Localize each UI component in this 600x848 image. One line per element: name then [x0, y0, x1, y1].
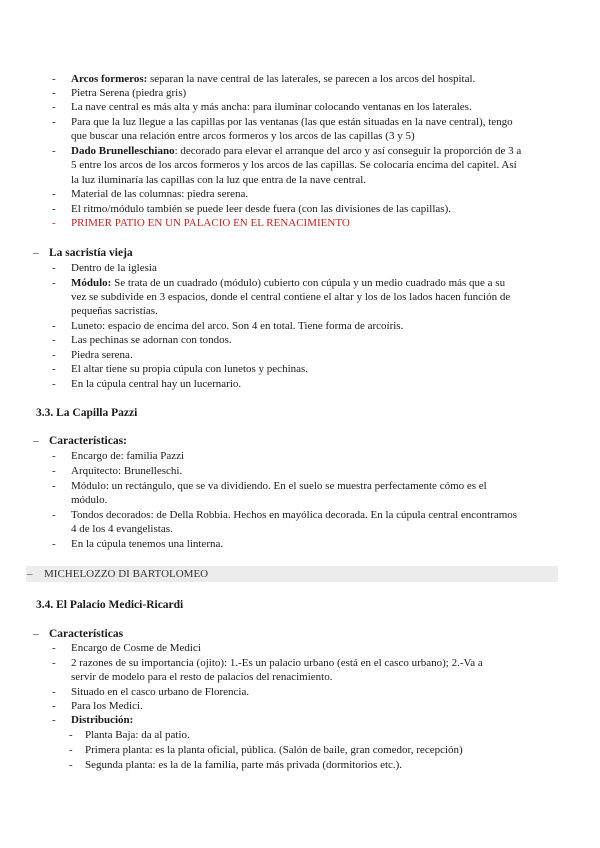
section-heading: 3.3. La Capilla Pazzi — [36, 407, 138, 419]
list-item: Encargo de: familia Pazzi — [71, 450, 185, 462]
list-bullet: - — [69, 744, 73, 756]
list-bullet: - — [52, 262, 56, 274]
list-bullet: - — [52, 450, 56, 462]
list-item: Para los Medici. — [71, 700, 143, 712]
list-item: Pietra Serena (piedra gris) — [71, 87, 187, 99]
list-item: En la cúpula central hay un lucernario. — [71, 378, 242, 390]
list-bullet: – — [33, 628, 39, 640]
list-item: Para que la luz llegue a las capillas por las ventanas (las que están situadas en la nave central), tengo — [71, 116, 513, 128]
list-item: Las pechinas se adornan con tondos. — [71, 334, 232, 346]
list-item-cont: 5 entre los arcos de los arcos formeros y los arcos de las capillas. Se colocaría encima del capitel. Así — [71, 159, 517, 171]
list-bullet: – — [33, 435, 39, 447]
section-title: La sacristía vieja — [49, 247, 133, 259]
list-bullet: - — [52, 87, 56, 99]
list-bullet: - — [52, 349, 56, 361]
section-heading: 3.4. El Palacio Medici-Ricardi — [36, 599, 184, 611]
list-item: Material de las columnas: piedra serena. — [71, 188, 249, 200]
list-item: Dentro de la iglesia — [71, 262, 157, 274]
list-bullet: - — [52, 203, 56, 215]
list-bullet: - — [52, 700, 56, 712]
list-item: Dado Brunelleschiano: decorado para elevar el arranque del arco y así conseguir la proporción de 3 a — [71, 145, 522, 157]
nested-list-item: Planta Baja: da al patio. — [85, 729, 190, 741]
list-item: La nave central es más alta y más ancha: para iluminar colocando ventanas en los laterales. — [71, 101, 472, 113]
list-item: El altar tiene su propia cúpula con lunetos y pechinas. — [71, 363, 309, 375]
list-bullet: - — [52, 480, 56, 492]
list-item-cont: pequeñas sacristías. — [71, 305, 158, 317]
list-item: El ritmo/módulo también se puede leer desde fuera (con las divisiones de las capillas). — [71, 203, 451, 215]
list-item: Módulo: Se trata de un cuadrado (módulo) cubierto con cúpula y un medio cuadrado más que a su — [71, 277, 506, 289]
list-item: Arquitecto: Brunelleschi. — [71, 465, 183, 477]
list-bullet: - — [52, 509, 56, 521]
list-bullet: - — [52, 538, 56, 550]
list-bullet: - — [52, 277, 56, 289]
list-bullet: - — [52, 73, 56, 85]
author-banner-label: MICHELOZZO DI BARTOLOMEO — [44, 568, 209, 580]
list-bullet: - — [69, 729, 73, 741]
list-item-cont: servir de modelo para el resto de palacios del renacimiento. — [71, 671, 333, 683]
list-bullet: - — [52, 334, 56, 346]
list-bullet: - — [52, 363, 56, 375]
list-bullet: - — [52, 714, 56, 726]
highlight-note: PRIMER PATIO EN UN PALACIO EN EL RENACIMIENTO — [71, 217, 350, 229]
list-bullet: – — [27, 568, 33, 580]
list-item-cont: vez se subdivide en 3 espacios, donde el central contiene el altar y los de los lados hacen función de — [71, 291, 511, 303]
list-item: Piedra serena. — [71, 349, 133, 361]
list-bullet: - — [52, 657, 56, 669]
list-item: Distribución: — [71, 714, 134, 726]
list-item: 2 razones de su importancia (ojito): 1.-Es un palacio urbano (está en el casco urbano); 2.-Va a — [71, 657, 483, 669]
list-bullet: - — [69, 759, 73, 771]
list-bullet: - — [52, 188, 56, 200]
list-item: Luneto: espacio de encima del arco. Son 4 en total. Tiene forma de arcoíris. — [71, 320, 404, 332]
list-item: Tondos decorados: de Della Robbia. Hechos en mayólica decorada. En la cúpula central encontramos — [71, 509, 518, 521]
list-bullet: - — [52, 465, 56, 477]
list-item: En la cúpula tenemos una linterna. — [71, 538, 224, 550]
list-bullet: - — [52, 642, 56, 654]
nested-list-item: Primera planta: es la planta oficial, pública. (Salón de baile, gran comedor, recepción) — [85, 744, 463, 756]
list-item: Encargo de Cosme de Medici — [71, 642, 201, 654]
subsection-title: Características: — [49, 435, 127, 447]
list-bullet: - — [52, 145, 56, 157]
list-bullet: – — [33, 247, 39, 259]
list-bullet: - — [52, 116, 56, 128]
list-item: Módulo: un rectángulo, que se va dividiendo. En el suelo se muestra perfectamente cómo es el — [71, 480, 487, 492]
list-bullet: - — [52, 378, 56, 390]
nested-list-item: Segunda planta: es la de la familia, parte más privada (dormitorios etc.). — [85, 759, 403, 771]
list-item-cont: 4 de los 4 evangelistas. — [71, 523, 173, 535]
list-item-cont: la luz iluminaría las capillas con la luz que entra de la nave central. — [71, 174, 367, 186]
list-item-cont: módulo. — [71, 494, 108, 506]
list-bullet: - — [52, 101, 56, 113]
subsection-title: Características — [49, 628, 124, 640]
list-item: Situado en el casco urbano de Florencia. — [71, 686, 250, 698]
list-item-cont: que buscar una relación entre arcos formeros y los arcos de las capillas (3 y 5) — [71, 130, 415, 142]
list-item: Arcos formeros: separan la nave central de las laterales, se parecen a los arcos del hospital. — [71, 73, 476, 85]
list-bullet: - — [52, 320, 56, 332]
list-bullet: - — [52, 686, 56, 698]
list-bullet: - — [52, 217, 56, 229]
